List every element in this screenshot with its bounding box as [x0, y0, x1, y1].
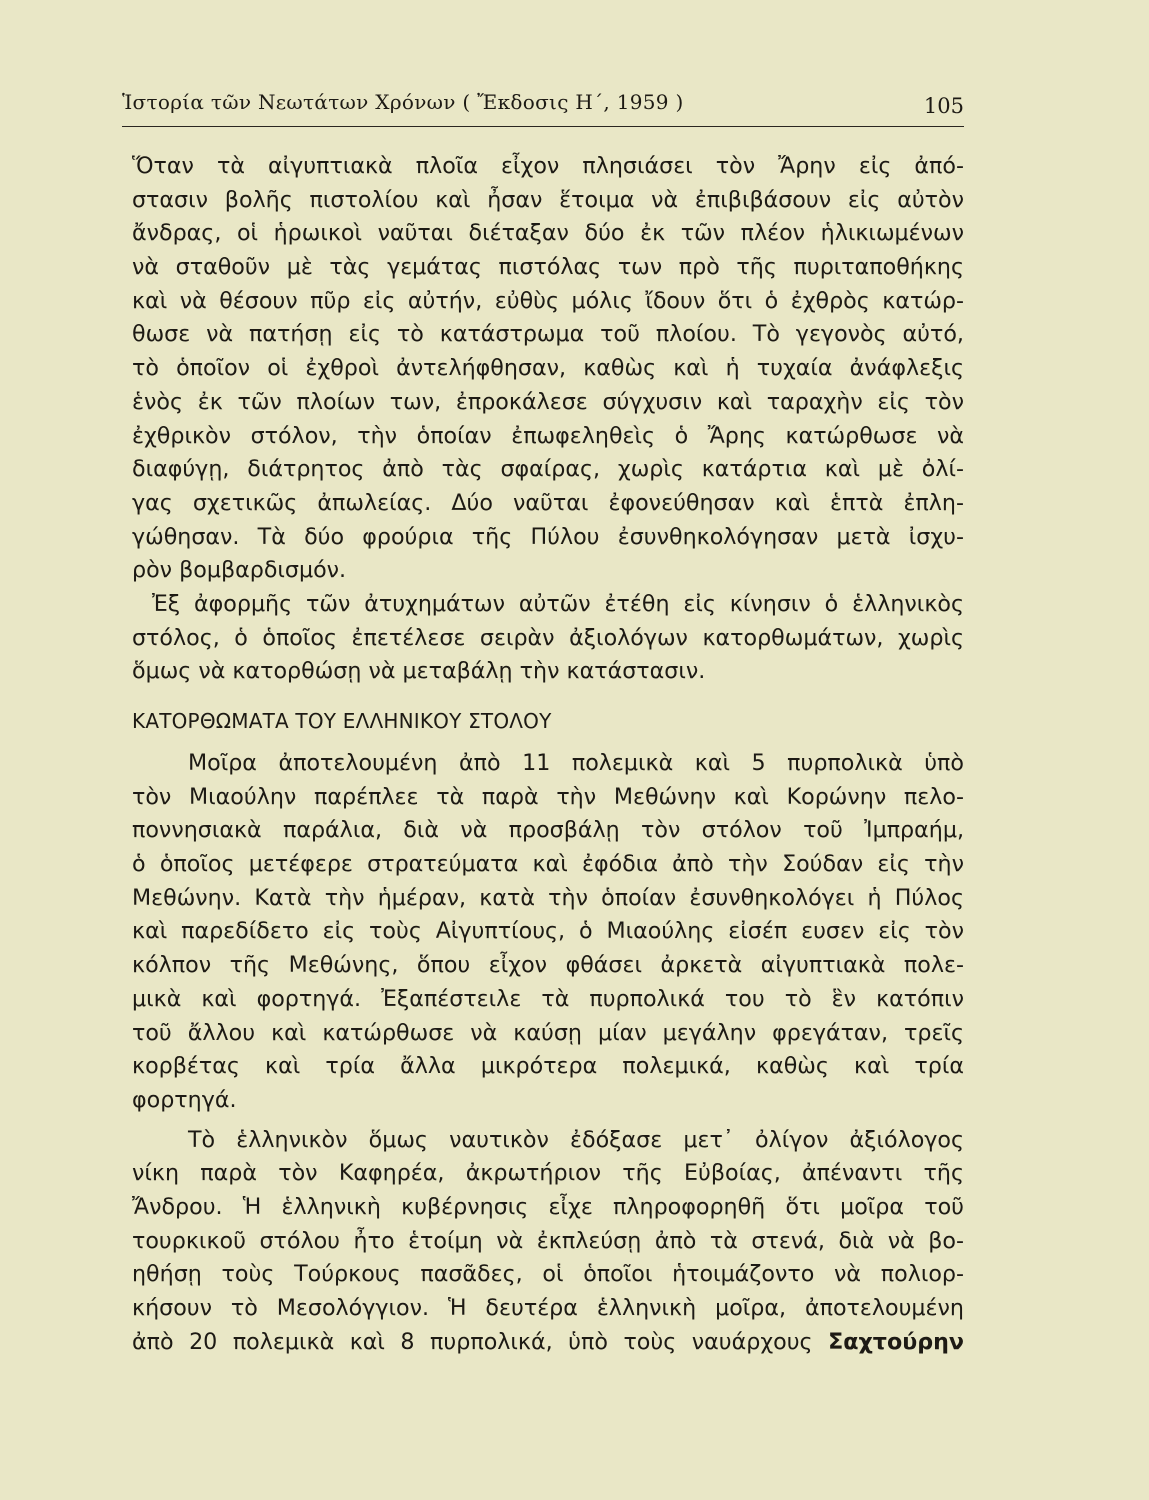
text-line: ὅμως νὰ κατορθώσῃ νὰ μεταβάλῃ τὴν κατάστασιν. — [132, 658, 706, 685]
text-line: τουρκικοῦ στόλου ἦτο ἑτοίμη νὰ ἐκπλεύσῃ ἀπὸ τὰ στενά, διὰ νὰ βο- — [132, 1227, 964, 1254]
text-line: τὸν Μιαούλην παρέπλεε τὰ παρὰ τὴν Μεθώνην καὶ Κορώνην πελο- — [132, 783, 964, 810]
text-line-last — [132, 1326, 964, 1360]
text-line: διαφύγῃ, διάτρητος ἀπὸ τὰς σφαίρας, χωρὶς κατάρτια καὶ μὲ ὀλί- — [132, 456, 964, 483]
text-line: θωσε νὰ πατήσῃ εἰς τὸ κατάστρωμα τοῦ πλοίου. Τὸ γεγονὸς αὐτό, — [132, 321, 964, 348]
text-line: νὰ σταθοῦν μὲ τὰς γεμάτας πιστόλας των πρὸ τῆς πυριταποθήκης — [132, 254, 964, 281]
last-line-text: ἀπὸ 20 πολεμικὰ καὶ 8 πυρπολικά, ὑπὸ τοὺς ναυάρχους — [132, 1328, 813, 1355]
text-line: Μεθώνην. Κατὰ τὴν ἡμέραν, κατὰ τὴν ὁποίαν ἐσυνθηκολόγει ἡ Πύλος — [132, 884, 964, 911]
text-line: στόλος, ὁ ὁποῖος ἐπετέλεσε σειρὰν ἀξιολόγων κατορθωμάτων, χωρὶς — [132, 624, 964, 651]
text-line: κορβέτας καὶ τρία ἄλλα μικρότερα πολεμικά, καθὼς καὶ τρία — [132, 1053, 964, 1080]
text-line: γώθησαν. Τὰ δύο φρούρια τῆς Πύλου ἐσυνθηκολόγησαν μετὰ ἰσχυ- — [132, 523, 964, 550]
text-line: καὶ παρεδίδετο εἰς τοὺς Αἰγυπτίους, ὁ Μιαούλης εἰσέπ ευσεν εἰς τὸν — [132, 918, 964, 945]
text-line: κόλπον τῆς Μεθώνης, ὅπου εἶχον φθάσει ἀρκετὰ αἰγυπτιακὰ πολε- — [132, 952, 964, 979]
text-line: νίκη παρὰ τὸν Καφηρέα, ἀκρωτήριον τῆς Εὐβοίας, ἀπέναντι τῆς — [132, 1160, 964, 1187]
text-line: ἄνδρας, οἱ ἡρωικοὶ ναῦται διέταξαν δύο ἐκ τῶν πλέον ἡλικιωμένων — [132, 220, 964, 247]
text-line: φορτηγά. — [132, 1086, 237, 1113]
text-line: Μοῖρα ἀποτελουμένη ἀπὸ 11 πολεμικὰ καὶ 5 πυρπολικὰ ὑπὸ — [188, 750, 964, 776]
page-header — [122, 86, 964, 126]
text-line: Τὸ ἑλληνικὸν ὅμως ναυτικὸν ἐδόξασε μετ᾽ ὀλίγον ἀξιόλογος — [188, 1126, 964, 1153]
text-line: ἐχθρικὸν στόλον, τὴν ὁποίαν ἐπωφεληθεὶς ὁ Ἄρης κατώρθωσε νὰ — [132, 422, 964, 449]
text-line: ὁ ὁποῖος μετέφερε στρατεύματα καὶ ἐφόδια ἀπὸ τὴν Σούδαν εἰς τὴν — [132, 851, 964, 878]
text-line: καὶ νὰ θέσουν πῦρ εἰς αὐτήν, εὐθὺς μόλις ἴδουν ὅτι ὁ ἐχθρὸς κατώρ- — [132, 287, 964, 314]
text-line: ρὸν βομβαρδισμόν. — [132, 557, 347, 584]
text-line: Ἐξ ἀφορμῆς τῶν ἀτυχημάτων αὐτῶν ἐτέθη εἰς κίνησιν ὁ ἑλληνικὸς — [152, 590, 964, 617]
text-line: στασιν βολῆς πιστολίου καὶ ἦσαν ἕτοιμα νὰ ἐπιβιβάσουν εἰς αὐτὸν — [132, 186, 964, 213]
text-line: ποννησιακὰ παράλια, διὰ νὰ προσβάλῃ τὸν στόλον τοῦ Ἰμπραήμ, — [132, 817, 964, 844]
text-line: τοῦ ἄλλου καὶ κατώρθωσε νὰ καύσῃ μίαν μεγάλην φρεγάταν, τρεῖς — [132, 1019, 964, 1046]
page-number: 105 — [923, 94, 964, 118]
text-line: ἑνὸς ἐκ τῶν πλοίων των, ἐπροκάλεσε σύγχυσιν καὶ ταραχὴν εἰς τὸν — [132, 388, 964, 415]
running-title: Ἱστορία τῶν Νεωτάτων Χρόνων ( Ἔκδοσις Η΄, 1959 ) — [122, 90, 684, 114]
text-line: Ἄνδρου. Ἡ ἑλληνικὴ κυβέρνησις εἶχε πληροφορηθῆ ὅτι μοῖρα τοῦ — [132, 1193, 964, 1220]
text-line: μικὰ καὶ φορτηγά. Ἐξαπέστειλε τὰ πυρπολικά του τὸ ἓν κατόπιν — [132, 985, 964, 1012]
page-text — [132, 150, 964, 1359]
admiral-name: Σαχτούρην — [828, 1328, 964, 1355]
section-heading: ΚΑΤΟΡΘΩΜΑΤΑ ΤΟΥ ΕΛΛΗΝΙΚΟΥ ΣΤΟΛΟΥ — [132, 709, 552, 733]
header-rule — [122, 126, 964, 127]
text-line: Ὅταν τὰ αἰγυπτιακὰ πλοῖα εἶχον πλησιάσει τὸν Ἄρην εἰς ἀπό- — [132, 153, 964, 179]
text-line: ηθήσῃ τοὺς Τούρκους πασᾶδες, οἱ ὁποῖοι ἡτοιμάζοντο νὰ πολιορ- — [132, 1261, 964, 1288]
text-line: τὸ ὁποῖον οἱ ἐχθροὶ ἀντελήφθησαν, καθὼς καὶ ἡ τυχαία ἀνάφλεξις — [132, 355, 964, 382]
text-line: κήσουν τὸ Μεσολόγγιον. Ἡ δευτέρα ἑλληνικὴ μοῖρα, ἀποτελουμένη — [132, 1295, 964, 1321]
text-line: γας σχετικῶς ἀπωλείας. Δύο ναῦται ἐφονεύθησαν καὶ ἑπτὰ ἐπλη- — [132, 489, 964, 516]
